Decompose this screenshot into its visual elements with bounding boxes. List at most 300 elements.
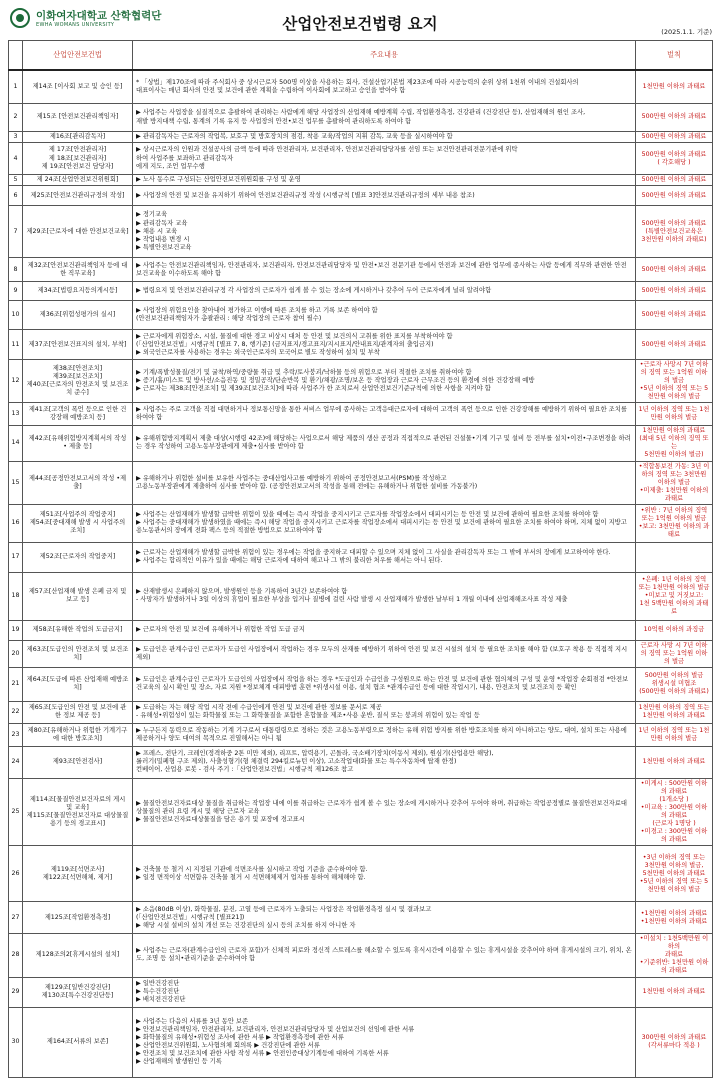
content-cell	[133, 977, 636, 1007]
penalty-line: 1천만원 이하의 과태료	[642, 987, 706, 995]
row-number: 30	[9, 1007, 23, 1077]
article-cell	[23, 620, 133, 640]
penalty-line: (최대 5년 이하의 징역 또는	[639, 435, 709, 451]
content-line: ▶ 유해위험방지계획서 제출 대상(시행령 42조)에 해당하는 사업으로서 해당 제품의 생산 공정과 직접적으로 관련된 건설물•기계 기구 및 설비 등 전부를 설치•이전•구조변경을 하려는 경우 작성하여 고용노동부장관에게 제출•심사를 받아야 함	[136, 435, 631, 451]
content-line: ▶ 도급인은 관계수급인 근로자가 도급인 사업장에서 작업하는 경우 모두의 산재를 예방하기 위하여 안전 및 보건 시설의 설치 등 필요한 조치를 해야 함 (보호구 착용 등 직접적 지시 제외)	[136, 645, 628, 661]
article-cell	[23, 403, 133, 426]
table-row	[9, 143, 713, 175]
content-line: ▶ 안전조치 및 보건조치에 관한 사항 작성 서류 ▶ 안전인증대상기계등에 대하여 기록한 서류	[136, 1050, 389, 1058]
article-cell	[23, 977, 133, 1007]
article-cell	[23, 701, 133, 723]
content-line: ▶ 사업장의 안전 및 보건을 유지하기 위하여 안전보건관리규정 작성 (시행규칙 [별표 3]안전보건관리규정의 세부 내용 참조)	[136, 191, 475, 199]
article-cell	[23, 360, 133, 403]
penalty-line: 500만원 이하의 과태료	[641, 133, 707, 140]
table-row	[9, 175, 713, 186]
article-line: 제44조[공정안전보고서의 작성 •제출]	[28, 474, 127, 490]
content-line: 하여 사업주를 보좌하고 관리감독자	[136, 154, 234, 162]
content-cell	[133, 258, 636, 282]
content-line: ▶ 특별안전보건교육	[136, 243, 192, 251]
article-cell	[23, 282, 133, 301]
penalty-line: 1천만원 이하의 징역 또는	[638, 704, 710, 712]
content-line: ▶ 증기/흄/미스트 및 방사선/소음진동 및 정밀공작/단순반복 및 환기/채광/조명/보온 등 작업장과 근로자 근무조건 등의 환경에 의한 건강장해 예방	[136, 377, 535, 385]
penalty-cell	[636, 640, 713, 667]
row-number: 3	[9, 132, 23, 143]
content-cell	[133, 572, 636, 620]
penalty-line: 1년 이하의 징역 또는 1천만원 이하의 벌금	[638, 726, 710, 742]
row-number: 8	[9, 258, 23, 282]
content-cell	[133, 301, 636, 330]
content-line: 에게 지도, 조언 업무수행	[136, 162, 205, 170]
penalty-line: •적합통보전 가동: 3년 이하의 징역 또는 3천만원 이하의 벌금	[638, 462, 710, 486]
content-cell	[133, 934, 636, 977]
content-line: ▶ 근로자에게 위험장소, 시설, 물질에 대한 경고 비상시 대처 등 안전 및 보건의식 고취를 위한 표지를 부착하여야 함	[136, 332, 453, 340]
content-cell	[133, 723, 636, 746]
penalty-line: 500만원 이하의 과태료	[641, 287, 707, 295]
row-number: 2	[9, 104, 23, 132]
content-cell	[133, 360, 636, 403]
article-line: 제122조[석면해체, 제거]	[42, 873, 113, 881]
penalty-cell	[636, 778, 713, 845]
article-line: 제115조[물질안전보건자료 대상물질 용기 등의 경고표시]	[26, 812, 129, 828]
penalty-line: •미설치 : 1천5백만원 이하의	[639, 935, 709, 951]
logo-english-text: EWHA WOMANS UNIVERSITY	[36, 22, 115, 28]
article-line: 제25조[안전보건관리규정의 작성]	[30, 191, 125, 199]
penalty-cell	[636, 461, 713, 504]
content-line: ▶ 프레스, 전단기, 크레인(정격하중 2톤 미만 제외), 리프트, 압력용기, 곤돌라, 국소배기장치(이동식 제외), 원심기(산업용만 해당),	[136, 750, 494, 758]
penalty-line: (500만원 이하의 과태료)	[639, 688, 709, 696]
content-cell	[133, 701, 636, 723]
table-row	[9, 746, 713, 778]
content-cell	[133, 186, 636, 206]
penalty-line: 5천만원 이하의 벌금)	[644, 451, 704, 459]
article-line: 제 17조[안전관리자]	[48, 146, 107, 154]
content-line: ▶ 노사 동수로 구성되는 산업안전보건위원회를 구성 및 운영	[136, 176, 301, 184]
header-content: 주요내용	[133, 41, 636, 70]
penalty-line: •은폐: 1년 이하의 징역 또는 1천만원 이하의 벌금	[638, 576, 710, 592]
article-cell	[23, 330, 133, 360]
penalty-cell	[636, 504, 713, 542]
content-line: - 유해성•위험성이 있는 화학물질 또는 그 화학물질을 포함한 혼합물을 제조•사용 운반, 질식 또는 붕괴의 위험이 있는 작업 등	[136, 712, 480, 720]
content-cell	[133, 902, 636, 934]
table-row	[9, 778, 713, 845]
content-cell	[133, 746, 636, 778]
content-line: ▶ 특수건강진단	[136, 987, 180, 995]
penalty-line: 500만원 이하의 과태료	[641, 340, 707, 348]
article-line: 제114조[물질안전보건자료의 게시 및 교육]	[29, 795, 126, 812]
article-line: 제 18조[보건관리자]	[48, 154, 107, 162]
row-number: 11	[9, 330, 23, 360]
content-line: ▶ 사업주는 주로 고객을 직접 대면하거나 정보통신망을 통한 서비스 업무에 종사하는 고객응대근로자에 대하여 고객의 폭언 등으로 인한 건강장해를 예방하기 위하여 필요한 조치를 하여야 함	[136, 406, 627, 422]
row-number: 15	[9, 461, 23, 504]
content-line: ▶ 도급인은 관계수급인 근로자가 도급인의 사업장에서 작업을 하는 경우 *도급인과 수급인을 구성원으로 하는 안전 및 보건에 관한 협의체의 구성 및 운영 *작업장 순회점검 *안전보건교육의 실시 확인 및 장소, 자료 지원 *경보체계 대피방법 훈련 *위생시설 이용, 설치 협조 *관계수급인 등에 대한 작업시기, 내용, 안전조치 및 보건조치 등 확인	[136, 676, 629, 692]
article-line: 제51조[사업주의 작업중지]	[39, 511, 116, 519]
penalty-cell	[636, 934, 713, 977]
article-line: 제93조[안전검사]	[52, 758, 103, 766]
article-line: 제29조[근로자에 대한 안전보건교육]	[26, 227, 129, 235]
row-number: 7	[9, 206, 23, 258]
article-cell	[23, 640, 133, 667]
article-line: 제164조[서류의 보존]	[46, 1037, 109, 1045]
table-row	[9, 330, 713, 360]
penalty-line: 500만원 이하의 과태료	[641, 311, 707, 319]
penalty-line: •3년 이하의 징역 또는	[642, 853, 706, 861]
article-cell	[23, 1007, 133, 1077]
content-line: (안전보건관리책임자가 총괄관리 : 해당 작업장의 근로자 참여 필수)	[136, 315, 322, 323]
penalty-line: 또는 1억원 이하의 벌금	[641, 515, 707, 523]
content-cell	[133, 667, 636, 701]
row-number: 29	[9, 977, 23, 1007]
penalty-cell	[636, 104, 713, 132]
article-cell	[23, 572, 133, 620]
penalty-line: 500만원 이하의 과태료	[641, 265, 707, 273]
penalty-line: •미보고 및 거짓보고:	[644, 592, 704, 600]
article-line: 제40조[근로자의 안전조치 및 보건조치 준수]	[26, 381, 129, 397]
article-cell	[23, 504, 133, 542]
content-cell	[133, 104, 636, 132]
content-line: ▶ 사업주는 중대재해가 발생하였을 때에는 즉시 해당 작업을 중지시키고 근로자를 작업장소에서 대피시키는 등 안전 및 보건에 관하여 필요한 조치를 하여야 하며, 지체 없이 지방고용노동관서의 장에게 전화 팩스 등의 적절한 방법으로 보고하여야 함	[136, 519, 627, 535]
content-line: (「산업안전보건법」시행규칙 [별표 7, 8, 행기준] (금지표지/경고표지/지시표지/안내표지/관계자외 출입금지)	[136, 340, 434, 348]
penalty-cell	[636, 701, 713, 723]
content-line: * 「상법」제170조에 따라 주식회사 중 상시근로자 500명 이상을 사용하는 회사, 건설산업기본법 제23조에 따라 시공능력의 순위 상위 1천위 이내의 건설회사의	[136, 78, 579, 86]
article-cell	[23, 667, 133, 701]
row-number: 22	[9, 701, 23, 723]
content-line: ▶ 관리감독자 교육	[136, 219, 188, 227]
page-title: 산업안전보건법령 요지	[282, 15, 438, 33]
article-line: 제64조[도급에 따른 산업재해 예방조치]	[26, 676, 129, 692]
table-row	[9, 104, 713, 132]
content-line: ▶ 일정 면적이상 석면함유 건축물 철거 시 석면해체제거 업자를 통하여 해체해야 함.	[136, 873, 366, 881]
penalty-line: 1천만원 이하의 과태료	[642, 712, 706, 720]
table-row	[9, 640, 713, 667]
content-cell	[133, 175, 636, 186]
article-cell	[23, 70, 133, 104]
content-line: ▶ 근로자의 안전 및 보건에 유해하거나 위험한 작업 도급 금지	[136, 626, 305, 634]
row-number: 28	[9, 934, 23, 977]
penalty-line: 500만원 이하의 벌금	[644, 672, 704, 680]
penalty-cell	[636, 902, 713, 934]
content-line: ▶ 외국인근로자를 사용하는 경우는 외국인근로자의 모국어로 별도 작성하여 설치 및 부착	[136, 348, 380, 356]
article-line: 제128조의2[휴게시설의 설치]	[35, 951, 120, 959]
content-line: ▶ 기계/폭발성물질/전기 및 굴착/하역/중량물 취급 및 추락/토사붕괴/낙하물 등의 위험으로 부터 적절한 조치를 취하여야 함	[136, 369, 472, 377]
penalty-line: •1천만원 이하의 과태료	[640, 917, 708, 925]
content-line: ▶ 산업안전보건위원회, 노사협의체 회의록 ▶ 건강진단에 관한 서류	[136, 1042, 320, 1049]
content-line: ▶ 정기교육	[136, 211, 168, 219]
table-row	[9, 723, 713, 746]
article-cell	[23, 934, 133, 977]
content-line: ▶ 사업주는 합리적인 이유가 있을 때에는 해당 근로자에 대하여 해고나 그 밖의 불리한 처우를 해서는 아니 된다.	[136, 557, 443, 565]
table-row	[9, 934, 713, 977]
penalty-line: •위반 : 7년 이하의 징역	[640, 507, 708, 515]
content-cell	[133, 461, 636, 504]
penalty-line: (특별안전보건교육은	[645, 227, 703, 235]
penalty-line: 5천만원 이하의 과태료	[642, 869, 706, 877]
penalty-cell	[636, 70, 713, 104]
row-number: 4	[9, 143, 23, 175]
content-line: ▶ 근로자는 산업재해가 발생할 급박한 위험이 있는 경우에는 작업을 중지하고 대피할 수 있으며 지체 없이 그 사실을 관리감독자 또는 그 밖에 부서의 장에게 보고하여야 한다.	[136, 549, 611, 557]
row-number: 10	[9, 301, 23, 330]
content-cell	[133, 1007, 636, 1077]
penalty-cell	[636, 206, 713, 258]
table-body	[9, 70, 713, 1078]
article-line: 제15조 [안전보건관리책임자]	[36, 113, 119, 121]
row-number: 6	[9, 186, 23, 206]
table-row	[9, 620, 713, 640]
article-cell	[23, 206, 133, 258]
article-line: 제38조[안전조치]	[52, 365, 103, 373]
logo-korean-text: 이화여자대학교 산학협력단	[36, 10, 162, 22]
content-line: ▶ 누구든지 동력으로 작동하는 기계 기구로서 대통령령으로 정하는 것은 고용노동부령으로 정하는 유해 위험 방지를 위한 방호조치를 하지 아니하고는 양도, 대여, 설치 또는 사용에 제공하거나 양도 대여의 목적으로 진열해서는 아니 됨	[136, 726, 627, 742]
penalty-line: 근로자 사망 시 7년 이하의 징역 또는 1억원 이하의 벌금	[640, 641, 708, 665]
article-cell	[23, 186, 133, 206]
penalty-line: 1년 이하의 징역 또는 1천만원 이하의 벌금	[638, 406, 710, 422]
content-line: ▶ 일반건강진단	[136, 979, 180, 987]
content-line: 재발 방지대책 수립, 통계의 기록 유지 등 사업장의 안전•보건 업무를 총괄하여 관리하도록 하여야 함	[136, 117, 412, 125]
row-number: 23	[9, 723, 23, 746]
penalty-line: (근로자 1명당 )	[652, 820, 696, 828]
row-number: 21	[9, 667, 23, 701]
content-cell	[133, 330, 636, 360]
penalty-line: 10억원 이하의 과징금	[643, 626, 705, 634]
content-line: - 사망자가 발생하거나 3일 이상의 휴업이 필요한 부상을 입거나 질병에 걸린 사람 발생 시 산업재해가 발생한 날부터 1 개월 이내에 산업재해조사표 작성 제출	[136, 596, 568, 604]
penalty-line: 500만원 이하의 과태료	[641, 113, 707, 121]
table-row	[9, 426, 713, 461]
table-header-row	[9, 41, 713, 70]
penalty-line: 위생시설 미협조	[651, 680, 697, 688]
content-cell	[133, 282, 636, 301]
article-line: 제52조[근로자의 작업중지]	[39, 553, 116, 561]
row-number: 12	[9, 360, 23, 403]
penalty-line: (각서류마다 적용 )	[648, 1042, 700, 1049]
article-line: 제32조[안전보건관리책임자 등에 대한 직무교육]	[27, 261, 128, 277]
article-cell	[23, 461, 133, 504]
penalty-line: •미경고 : 300만원 이하의 과태료	[640, 828, 708, 844]
content-line: ▶ 산업재해의 발생원인 등 기록	[136, 1058, 222, 1066]
article-line: 제54조[중대재해 발생 시 사업주의 조치]	[29, 519, 126, 535]
table-row	[9, 667, 713, 701]
content-line: 고용노동부장관에게 제출하여 심사를 받아야 함. (공정안전보고서의 작성을 통해 전에는 유해하거나 위험한 설비를 가동불가)	[136, 482, 478, 490]
penalty-line: 1천만원 이하의 과태료	[642, 758, 706, 766]
row-number: 5	[9, 175, 23, 186]
content-cell	[133, 426, 636, 461]
penalty-line: •보고: 3천만원 이하의 과태료	[638, 523, 710, 539]
penalty-line: 300만원 이하의 과태료	[641, 1033, 707, 1041]
penalty-cell	[636, 746, 713, 778]
penalty-cell	[636, 426, 713, 461]
table-row	[9, 70, 713, 104]
article-line: 제65조[도급인의 안전 및 보건에 관한 정보 제공 등]	[28, 704, 127, 720]
content-cell	[133, 70, 636, 104]
content-cell	[133, 542, 636, 572]
article-line: 제80조[유해하거나 위험한 기계기구에 대한 방호조치]	[27, 726, 128, 742]
penalty-line: •1천만원 이하의 과태료	[640, 909, 708, 917]
content-line: ▶ 사업주는 근로자(관계수급인의 근로자 포함)가 신체적 피로와 정신적 스트레스를 해소할 수 있도록 휴식시간에 이용할 수 있는 휴게시설을 갖추어야 하며 휴게시설의 크기, 위치, 온도, 조명 등 설치•관리기준을 준수하여야 함	[136, 947, 632, 963]
penalty-cell	[636, 723, 713, 746]
table-row	[9, 977, 713, 1007]
penalty-line: •5년 이하의 징역 또는 5천만원 이하의 벌금	[639, 877, 709, 893]
header-number	[9, 41, 23, 70]
content-line: ▶ 안전보건관리책임자, 안전관리자, 보건관리자, 안전보건관리담당자 및 산업보건의 선임에 관한 서류	[136, 1025, 415, 1033]
content-line: ▶ 소음(80dB 이상), 화학물질, 분진, 고열 등에 근로자가 노출되는 사업장은 작업환경측정 실시 및 결과보고	[136, 905, 432, 913]
penalty-cell	[636, 403, 713, 426]
table-row	[9, 258, 713, 282]
article-line: 제36조[위험성평가의 실시]	[39, 311, 116, 319]
penalty-line: •미게시 : 500만원 이하의 과태료	[640, 779, 708, 795]
penalty-line: 3천만원 이하의 과태료)	[641, 235, 707, 243]
content-cell	[133, 640, 636, 667]
article-cell	[23, 778, 133, 845]
article-line: 제41조[고객의 폭언 등으로 인한 건강장해 예방조치 등]	[28, 406, 127, 422]
content-line: ▶ 건축물 등 철거 시 지정된 기관에 석면조사를 실시하고 작업 기준을 준수하여야 함.	[136, 865, 368, 873]
penalty-line: •미교육 : 300만원 이하의 과태료	[640, 804, 708, 820]
penalty-cell	[636, 1007, 713, 1077]
content-cell	[133, 132, 636, 143]
content-line: ▶ 채용 시 교육	[136, 227, 178, 235]
penalty-cell	[636, 330, 713, 360]
penalty-line: 과태료	[664, 951, 684, 959]
article-line: 제119조[석면조사]	[50, 865, 105, 873]
penalty-cell	[636, 572, 713, 620]
penalty-line: 1천만원 이하의 과태료	[642, 427, 706, 435]
row-number: 14	[9, 426, 23, 461]
penalty-line: •기준위반: 1천만원 이하의 과태료	[639, 959, 709, 975]
table-row	[9, 1007, 713, 1077]
content-line: ▶ 유해하거나 위험한 설비를 보유한 사업주는 중대산업사고를 예방하기 위하여 공정안전보고서(PSM)를 작성하고	[136, 474, 447, 482]
table-row	[9, 301, 713, 330]
article-line: 제 24조[산업안전보건위원회]	[36, 176, 119, 184]
penalty-line: 1천 5백만원 이하의 과태료	[639, 600, 709, 616]
penalty-line: 500만원 이하의 과태료	[641, 150, 707, 158]
row-number: 13	[9, 403, 23, 426]
table-row	[9, 846, 713, 902]
row-number: 27	[9, 902, 23, 934]
penalty-line: 500만원 이하의 과태료	[641, 191, 707, 199]
penalty-cell	[636, 542, 713, 572]
article-cell	[23, 846, 133, 902]
content-line: ▶ 사업주는 산업재해가 발생할 급박한 위험이 있을 때에는 즉시 작업을 중지시키고 근로자를 작업장소에서 대피시키는 등 안전 및 보건에 관하여 필요한 조치를 하여야 함	[136, 511, 599, 519]
penalty-line: 1천만원 이하의 과태료	[642, 82, 706, 90]
content-cell	[133, 778, 636, 845]
content-cell	[133, 846, 636, 902]
content-line: ▶ 물질안전보건자료대상 물질을 취급하는 작업장 내에 이를 취급하는 근로자가 쉽게 볼 수 있는 장소에 게시하거나 갖추어 두어야 하며, 취급하는 작업공정별로 물질안전보건자료대상물질의 관리 요령 게시 및 해당 근로자 교육	[136, 800, 627, 816]
table-row	[9, 542, 713, 572]
table-row	[9, 186, 713, 206]
content-line: ▶ 배치전건강진단	[136, 996, 186, 1004]
article-line: 제58조[유해한 작업의 도급금지]	[32, 626, 123, 634]
article-cell	[23, 258, 133, 282]
content-line: ▶ 도급하는 자는 해당 작업 시작 전에 수급인에게 안전 및 보건에 관한 정보를 문서로 제공	[136, 704, 382, 712]
penalty-cell	[636, 360, 713, 403]
article-cell	[23, 132, 133, 143]
content-cell	[133, 403, 636, 426]
table-row	[9, 403, 713, 426]
penalty-cell	[636, 282, 713, 301]
table-row	[9, 572, 713, 620]
content-line: ▶ 산재발생시 은폐하지 않으며, 발생원인 등을 기록하여 3년간 보존하여야 함	[136, 588, 348, 596]
article-line: 제14조 [이사회 보고 및 승인 등]	[32, 82, 123, 90]
content-line: ▶ 근로자는 제38조[안전조치] 및 제39조[보건조치]에 따라 사업주가 한 조치로서 산업안전보건기준규칙에 의한 사항을 지켜야 함	[136, 385, 491, 393]
table-row	[9, 902, 713, 934]
table-row	[9, 206, 713, 258]
penalty-line: (1개소당 )	[659, 795, 689, 803]
penalty-cell	[636, 132, 713, 143]
penalty-line: 3천만원 이하의 벌금,	[644, 861, 704, 869]
content-line: ▶ 사업주는 안전보건관리책임자, 안전관리자, 보건관리자, 안전보건관리담당자 및 안전•보건 전문기관 등에서 안전과 보건에 관한 업무에 종사하는 사람 등에게 직무와 관련한 안전보건교육을 이수하도록 해야 함	[136, 261, 627, 277]
article-line: 제57조[산업재해 발생 은폐 금지 및 보고 등]	[28, 588, 127, 604]
article-cell	[23, 746, 133, 778]
article-cell	[23, 426, 133, 461]
row-number: 18	[9, 572, 23, 620]
article-cell	[23, 143, 133, 175]
penalty-cell	[636, 258, 713, 282]
penalty-line: •근로자 사망시 7년 이하의 징역 또는 1억원 이하의 벌금	[639, 361, 709, 385]
content-line: ▶ 사업장의 위험요인을 찾아내어 평가하고 이행에 따른 조치를 하고 기록 보존 하여야 함	[136, 307, 378, 315]
article-line: 제130조[특수건강진단등]	[41, 992, 114, 999]
content-line: ▶ 해당 시설 설비의 설치 개선 또는 건강진단의 실시 등의 조치를 하지 아니한 자	[136, 921, 356, 929]
article-cell	[23, 902, 133, 934]
article-line: 제39조[보건조치]	[52, 373, 103, 381]
content-line: 대표이사는 매년 회사의 안전 및 보건에 관한 계획을 수립하여 이사회에 보고하고 승인을 받아야 함	[136, 86, 406, 94]
article-line: 제34조[법령요지등의게시등]	[37, 287, 118, 295]
penalty-cell	[636, 186, 713, 206]
article-line: 제16조[관리감독자]	[49, 133, 106, 140]
table-row	[9, 360, 713, 403]
reference-date: (2025.1.1. 기준)	[661, 28, 712, 36]
table-row	[9, 461, 713, 504]
table-row	[9, 282, 713, 301]
content-line: (「산업안전보건법」시행규칙 [별표21])	[136, 913, 245, 921]
regulation-table	[8, 40, 713, 1078]
penalty-cell	[636, 620, 713, 640]
content-line: 컨베이어, 산업용 로봇 - 검사 주기 :「산업안전보건법」시행규칙 제126조 참고	[136, 766, 354, 774]
content-cell	[133, 143, 636, 175]
article-cell	[23, 301, 133, 330]
content-line: ▶ 물질안전보건자료대상물질을 담은 용기 및 포장에 경고표시	[136, 816, 305, 824]
article-line: 제63조[도급인의 안전조치 및 보건조치]	[26, 645, 129, 661]
row-number: 17	[9, 542, 23, 572]
penalty-cell	[636, 977, 713, 1007]
article-line: 제125조[작업환경측정]	[44, 913, 111, 921]
penalty-line: ( 각호해당 )	[657, 158, 691, 166]
content-line: 롤러기(밀폐형 구조 제외), 사출성형기(형 체결력 294킬로뉴턴 이상), 고소작업대(화물 또는 특수자동차에 탑재 한정)	[136, 758, 457, 766]
row-number: 19	[9, 620, 23, 640]
row-number: 1	[9, 70, 23, 104]
penalty-cell	[636, 301, 713, 330]
row-number: 16	[9, 504, 23, 542]
penalty-line: •5년 이하의 징역 또는 5천만원 이하의 벌금	[639, 385, 709, 401]
content-line: ▶ 상시근로자의 인원과 건설공사의 금액 등에 따라 안전관리자, 보건관리자, 안전보건관리담당자를 선임 또는 보건안전관리전문기관에 위탁	[136, 146, 518, 154]
article-line: 제129조[일반건강진단]	[44, 983, 111, 991]
penalty-cell	[636, 143, 713, 175]
penalty-line: 500만원 이하의 과태료	[641, 176, 707, 184]
article-cell	[23, 175, 133, 186]
penalty-cell	[636, 667, 713, 701]
row-number: 24	[9, 746, 23, 778]
article-cell	[23, 723, 133, 746]
content-line: ▶ 작업내용 변경 시	[136, 235, 190, 243]
content-cell	[133, 504, 636, 542]
penalty-line: •미제출: 1천만원 이하의 과태료	[639, 486, 709, 502]
row-number: 9	[9, 282, 23, 301]
row-number: 25	[9, 778, 23, 845]
article-line: 제37조[안전보건표지의 설치, 부착]	[28, 340, 127, 348]
content-line: ▶ 사업주는 다음의 서류를 3년 동안 보존	[136, 1017, 249, 1025]
table-row	[9, 504, 713, 542]
penalty-cell	[636, 846, 713, 902]
article-line: 제42조[유해위험방지계획서의 작성 • 제출 등]	[28, 435, 127, 451]
row-number: 26	[9, 846, 23, 902]
article-line: 제 19조[안전보건 담당자]	[41, 162, 114, 170]
content-cell	[133, 206, 636, 258]
